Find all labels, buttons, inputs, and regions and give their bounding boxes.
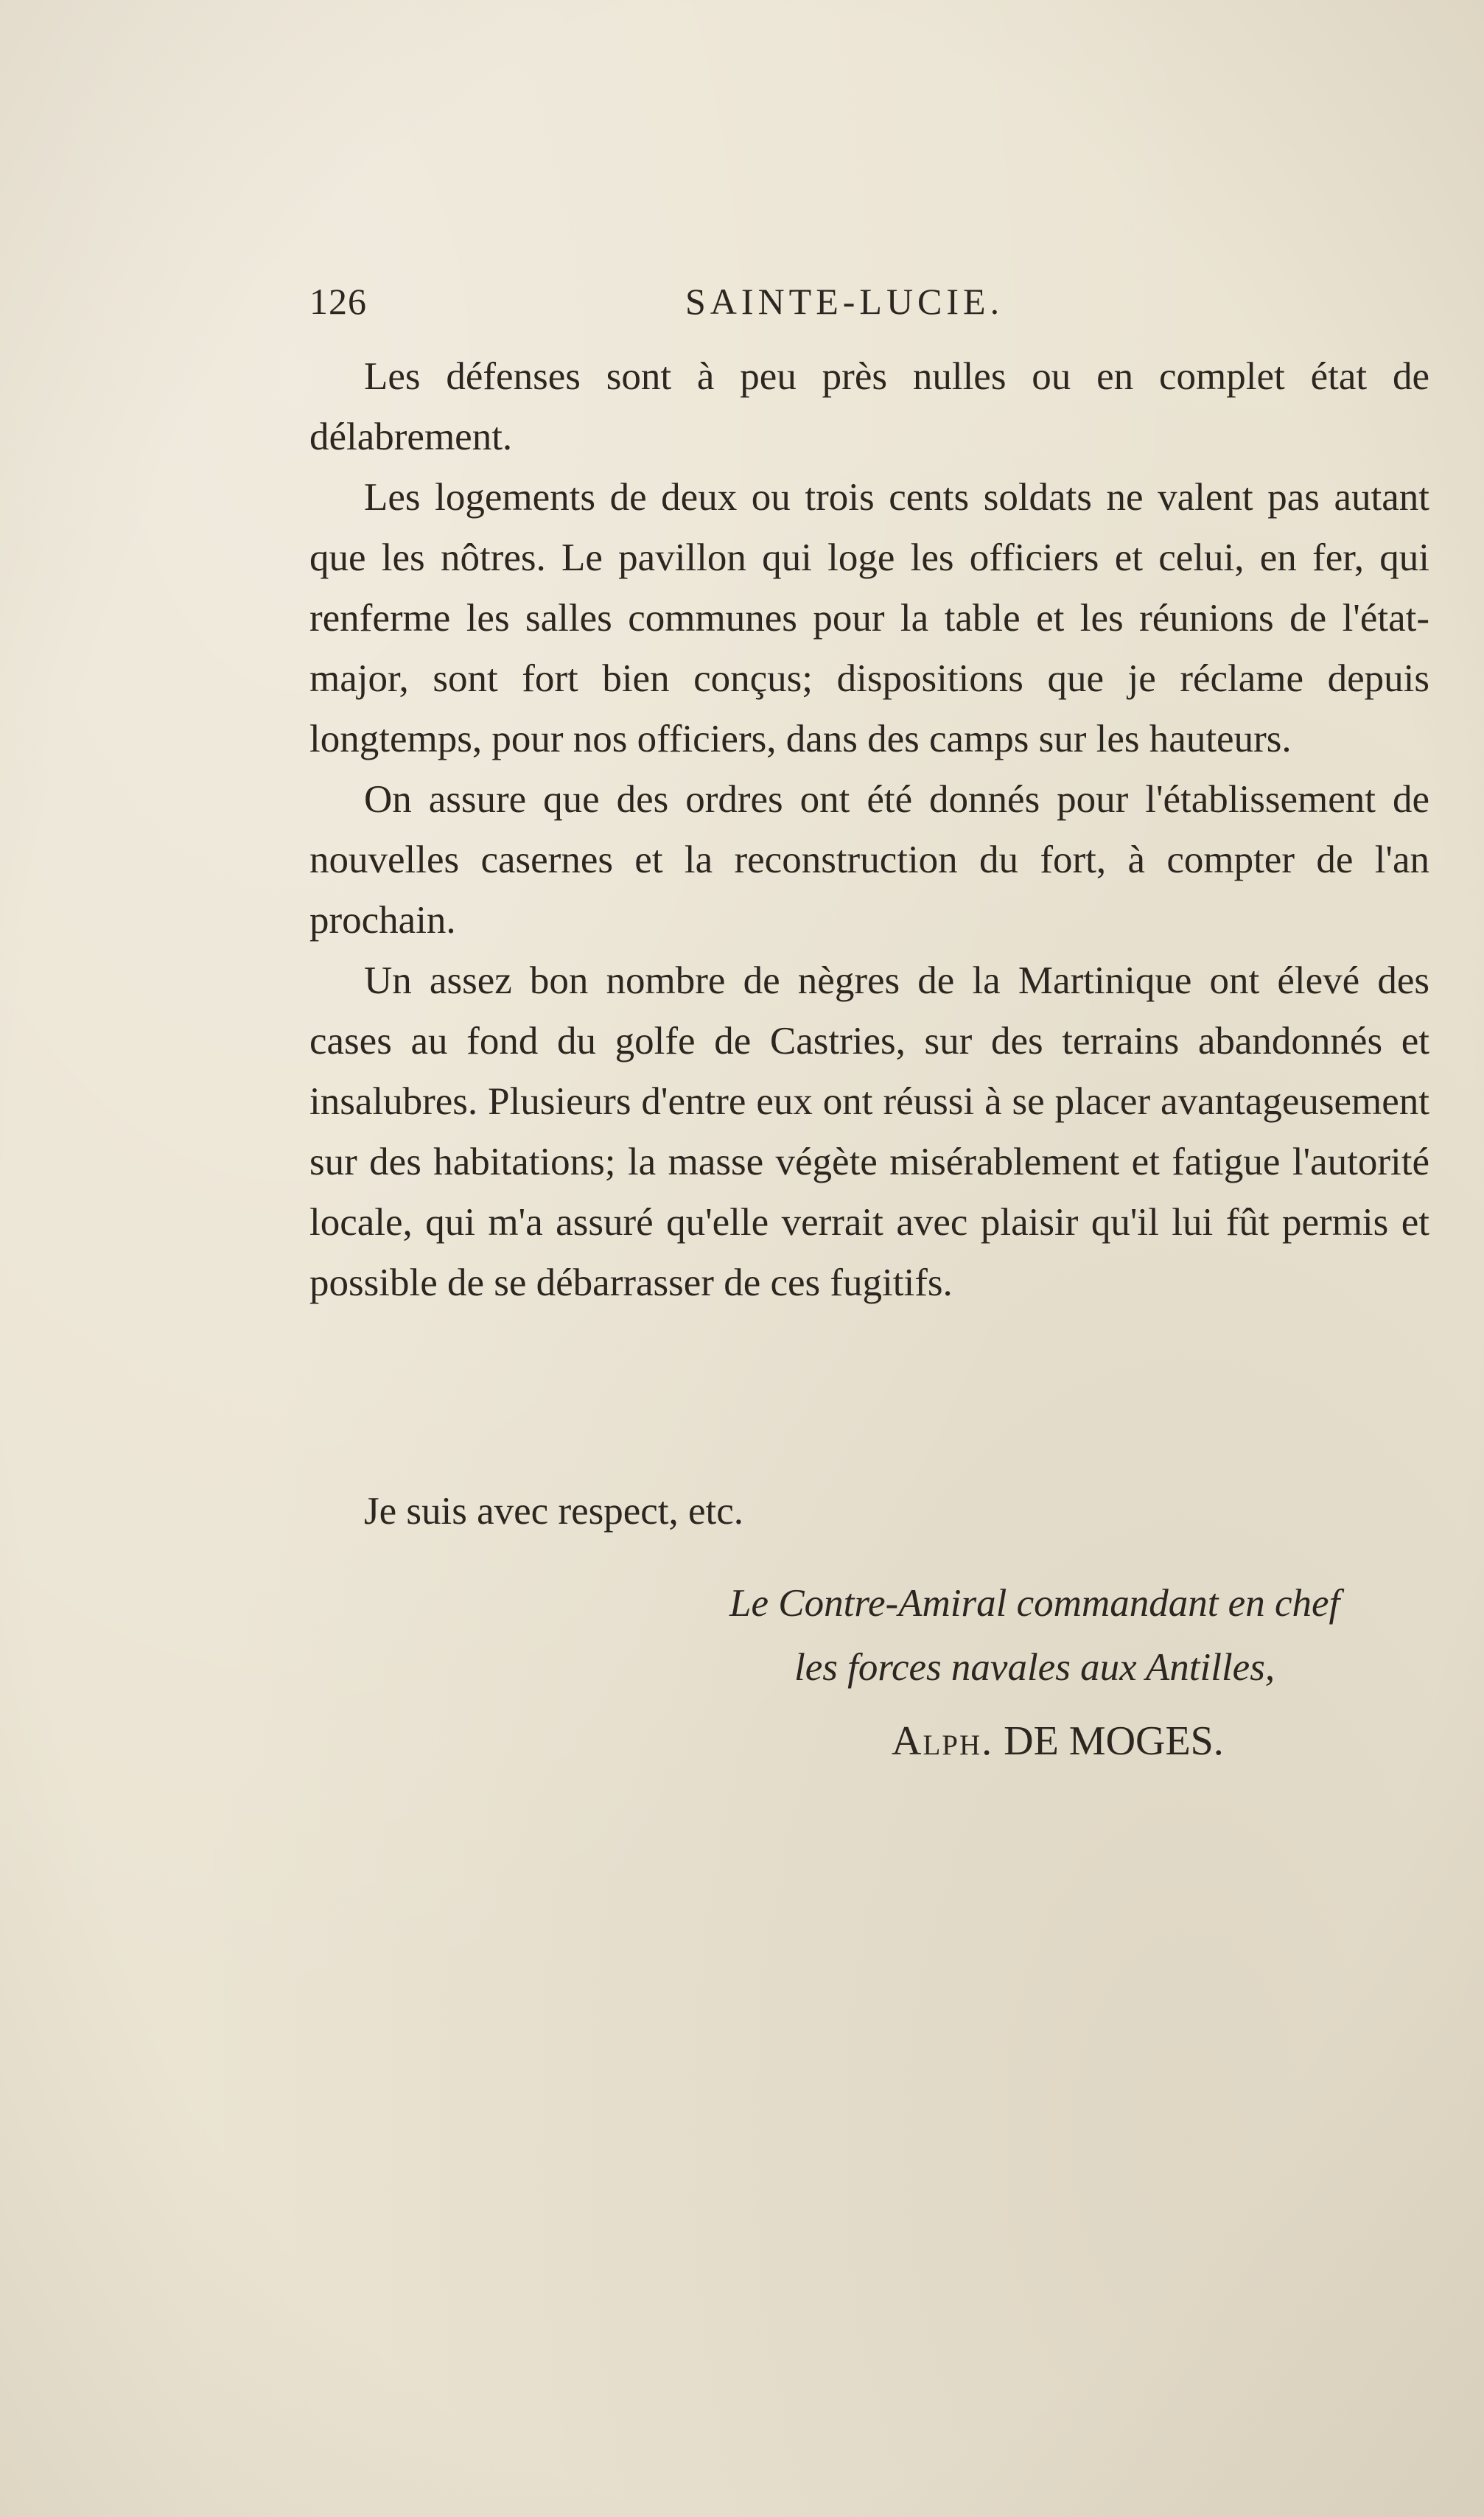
signature-title-line2: les forces navales aux Antilles,: [794, 1646, 1275, 1689]
signature-title-line1: Le Contre-Amiral commandant en chef: [729, 1582, 1340, 1625]
signature-last-name: DE MOGES.: [1004, 1718, 1224, 1764]
paragraph-defenses: Les défenses sont à peu près nulles ou en complet état de délabrement.: [309, 355, 1429, 458]
running-title: SAINTE-LUCIE.: [685, 281, 1004, 322]
paragraph-logements: Les logements de deux ou trois cents soldats ne valent pas autant que les nôtres. Le pavillon qui loge les officiers et celui, en fer, qui renferme les salles communes pour la table et les réunions de l'état-major, sont fort bien conçus; dispositions que je réclame depuis longtemps, pour nos officiers, dans des camps sur les hauteurs.: [309, 476, 1429, 760]
signature-first-name: Alph.: [892, 1718, 994, 1764]
paragraph-negres: Un assez bon nombre de nègres de la Martinique ont élevé des cases au fond du golfe de Castries, sur des terrains abandonnés et insalubres. Plusieurs d'entre eux ont réussi à se placer avantageusement sur des habitations; la masse végète misérablement et fatigue l'autorité locale, qui m'a assuré qu'elle verrait avec plaisir qu'il lui fût permis et possible de se débarrasser de ces fugitifs.: [309, 959, 1429, 1304]
signature-name: [892, 1711, 1224, 1771]
body-text: [309, 346, 1429, 1313]
page-header: [309, 280, 1429, 339]
closing-formula: Je suis avec respect, etc.: [364, 1490, 744, 1533]
paragraph-ordres: On assure que des ordres ont été donnés pour l'établissement de nouvelles casernes et la reconstruction du fort, à compter de l'an prochain.: [309, 778, 1429, 942]
page-number: 126: [309, 281, 367, 322]
